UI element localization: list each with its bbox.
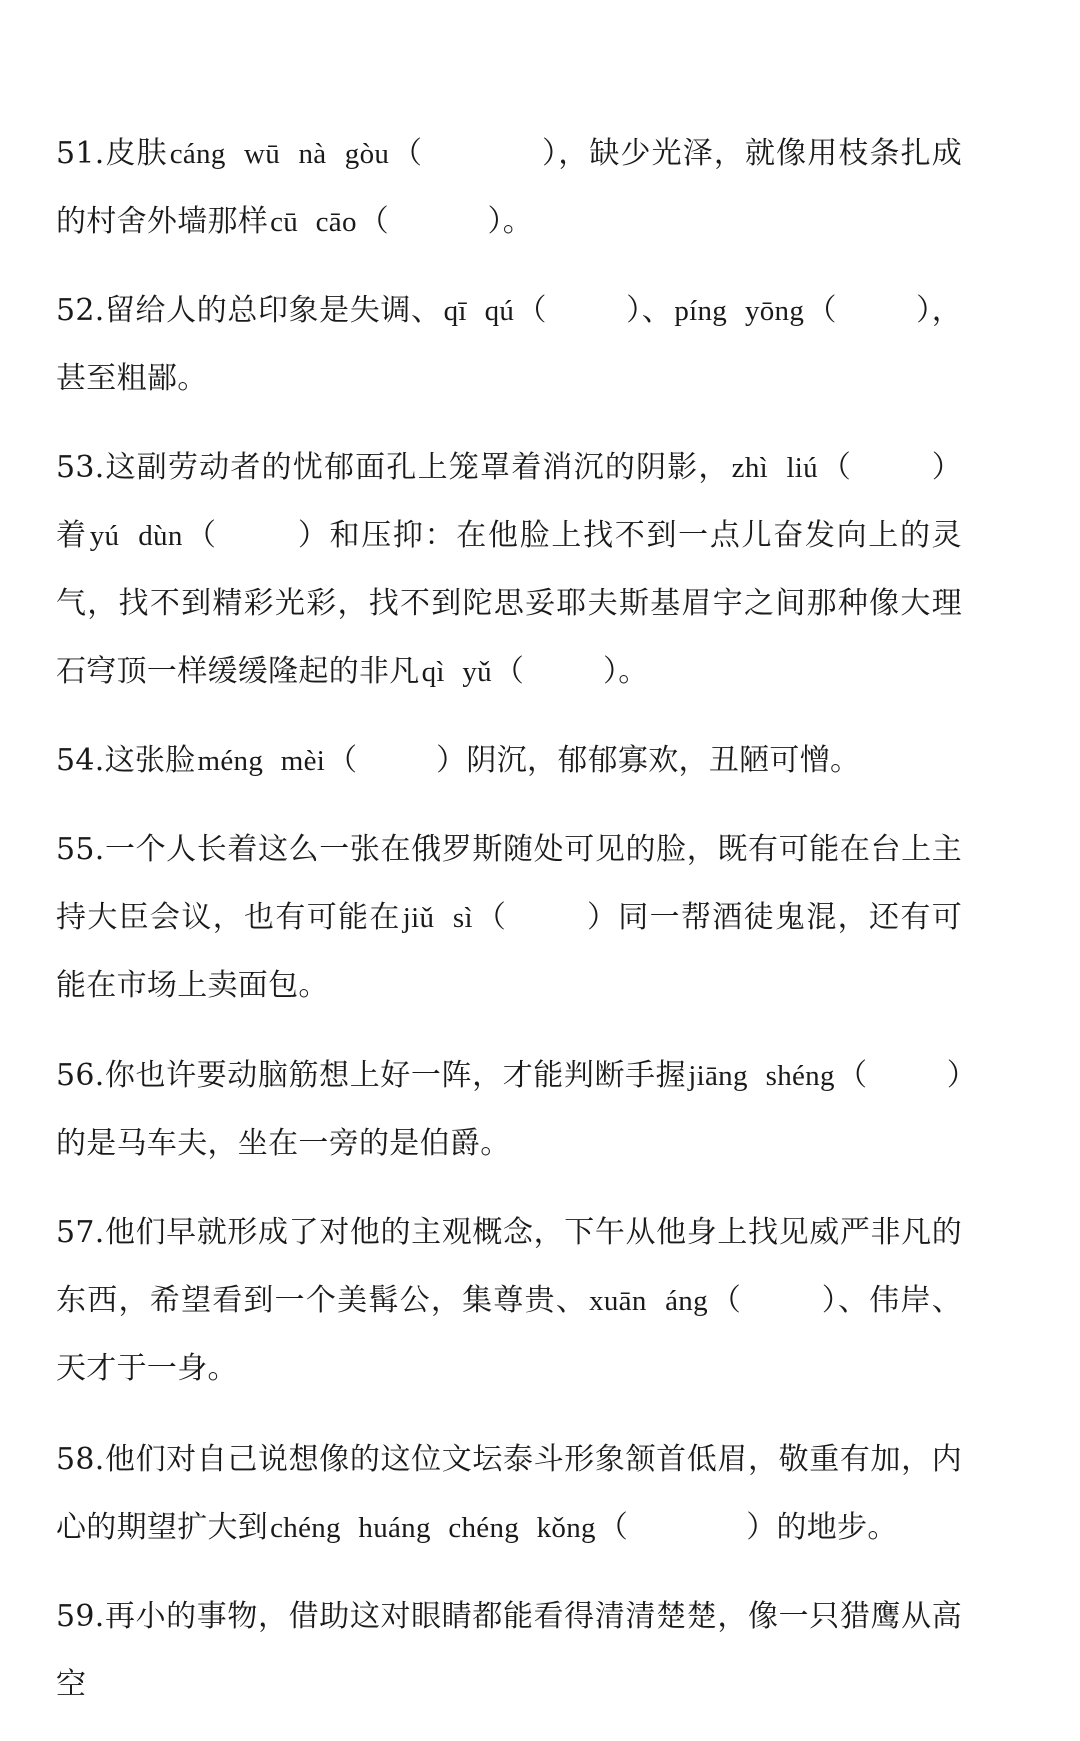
question-text: 这副劳动者的忧郁面孔上笼罩着消沉的阴影， (104, 450, 730, 485)
question-text: （ (327, 743, 358, 778)
pinyin: qī qú (443, 295, 515, 327)
question-text: （ (184, 518, 218, 553)
question-text: ）阴沉，郁郁寡欢，丑陋可憎。 (436, 743, 861, 778)
question-text: ）的地步。 (746, 1510, 898, 1545)
question-number: 57. (56, 1215, 105, 1250)
question-text: ）和压抑：在他脸上找不到一点儿奋发向上的灵气，找不到精彩光彩，找不到陀思妥耶夫斯基眉宇之间那种像大理石穹顶一样缓缓隆起的非凡 (56, 518, 962, 689)
question-text: （ (836, 1058, 868, 1093)
question-text: ）。 (602, 654, 649, 689)
pinyin: méng mèi (197, 745, 326, 777)
question-text: （ (597, 1510, 629, 1545)
question-number: 54. (56, 743, 105, 778)
question-number: 55. (56, 832, 105, 867)
question-text: ）、 (625, 293, 673, 328)
pinyin: qì yǔ (421, 656, 492, 688)
pinyin: chéng huáng chéng kǒng (270, 1512, 596, 1544)
pinyin: píng yōng (674, 295, 805, 327)
answer-blank (524, 638, 603, 706)
pinyin: jiāng shéng (688, 1060, 835, 1092)
question-51 (56, 120, 962, 256)
question-text: （ (819, 450, 853, 485)
question-text: ），缺少光泽，就像用枝条扎成的村舍外墙那样 (56, 136, 963, 239)
question-text: （ (806, 293, 838, 328)
question-53 (56, 434, 962, 706)
answer-blank (357, 727, 436, 795)
pinyin: xuān áng (589, 1285, 708, 1317)
question-text: 再小的事物，借助这对眼睛都能看得清清楚楚，像一只猎鹰从高空 (56, 1599, 962, 1702)
question-text: 他们早就形成了对他的主观概念，下午从他身上找见威严非凡的东西，希望看到一个美髯公，集尊贵、 (56, 1215, 962, 1318)
question-text: （ (358, 204, 390, 239)
question-text: ）着 (56, 450, 963, 553)
question-text: （ (391, 136, 424, 171)
question-number: 53. (56, 450, 105, 485)
answer-blank (389, 188, 487, 256)
answer-blank (742, 1267, 821, 1335)
question-text: 留给人的总印象是失调、 (104, 293, 442, 328)
question-58 (56, 1426, 962, 1562)
question-57 (56, 1199, 962, 1403)
question-number: 56. (56, 1058, 105, 1093)
answer-blank (507, 884, 586, 952)
question-text: ），甚至粗鄙。 (56, 293, 962, 396)
answer-blank (837, 277, 916, 345)
question-text: ）、伟岸、天才于一身。 (56, 1283, 962, 1386)
question-text: （ (493, 654, 525, 689)
pinyin: cáng wū nà gòu (169, 138, 390, 170)
answer-blank (868, 1042, 947, 1110)
question-text: 皮肤 (104, 136, 168, 171)
question-text: 这张脸 (104, 743, 196, 778)
answer-blank (423, 120, 541, 188)
question-54 (56, 727, 962, 795)
question-text: 一个人长着这么一张在俄罗斯随处可见的脸，既有可能在台上主持大臣会议，也有可能在 (56, 832, 962, 935)
question-number: 59. (56, 1599, 105, 1634)
question-text: 你也许要动脑筋想上好一阵，才能判断手握 (104, 1058, 687, 1093)
pinyin: yú dùn (89, 520, 183, 552)
question-56 (56, 1042, 962, 1178)
question-text: 他们对自己说想像的这位文坛泰斗形象颔首低眉，敬重有加，内心的期望扩大到 (56, 1442, 962, 1545)
question-text: （ (516, 293, 548, 328)
question-52 (56, 277, 962, 413)
question-59 (56, 1583, 962, 1719)
question-text: （ (709, 1283, 743, 1318)
question-text: ）。 (487, 204, 534, 239)
answer-blank (218, 502, 297, 570)
question-text: ）的是马车夫，坐在一旁的是伯爵。 (56, 1058, 962, 1161)
answer-blank (547, 277, 626, 345)
question-number: 52. (56, 293, 105, 328)
pinyin: jiǔ sì (402, 902, 473, 934)
answer-blank (852, 434, 931, 502)
question-55 (56, 816, 962, 1020)
pinyin: zhì liú (731, 452, 818, 484)
question-number: 58. (56, 1442, 105, 1477)
question-text: ）同一帮酒徒鬼混，还有可能在市场上卖面包。 (56, 900, 962, 1003)
question-number: 51. (56, 136, 105, 171)
pinyin: cū cāo (270, 206, 357, 238)
answer-blank (628, 1494, 746, 1562)
question-text: （ (474, 900, 508, 935)
